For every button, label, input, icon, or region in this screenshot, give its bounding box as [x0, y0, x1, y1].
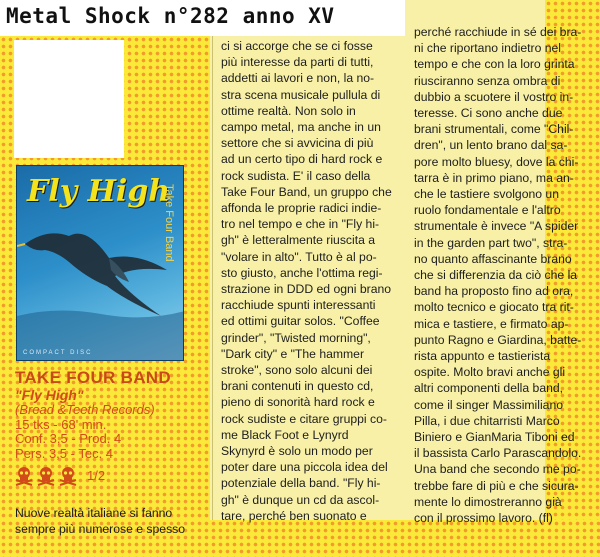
- article-line: ruolo fondamentale e l'altro: [414, 203, 561, 218]
- article-line: punto Ragno e Giardina, batte-: [414, 332, 582, 347]
- article-line: Nuove realtà italiane si fanno: [15, 506, 173, 520]
- article-line: Biniero e GianMaria Tiboni ed: [414, 430, 575, 445]
- column-divider: [212, 36, 213, 520]
- article-line: gh" è dunque un cd da ascol-: [221, 492, 380, 507]
- article-line: stroke", sono solo alcuni dei: [221, 363, 373, 378]
- article-line: Pilla, i due chitarristi Marco: [414, 413, 560, 428]
- article-line: ci si accorge che se ci fosse: [221, 39, 373, 53]
- cover-title: Fly High: [27, 174, 171, 209]
- article-line: pore molto bluesy, dove la chi-: [414, 154, 579, 169]
- article-line: in the garden part two", stra-: [414, 235, 568, 250]
- article-line: ottime realtà. Non solo in: [221, 103, 356, 118]
- article-line: più interesse da parti di tutti,: [221, 55, 374, 70]
- article-column-left: [15, 505, 185, 537]
- article-line: altri componenti della band,: [414, 381, 564, 396]
- article-line: Una band che secondo me po-: [414, 462, 581, 477]
- article-line: "Dark city" e "The hammer: [221, 346, 365, 361]
- article-line: campo metal, ma anche in un: [221, 120, 381, 135]
- article-line: ad un certo tipo di hard rock e: [221, 152, 383, 167]
- article-line: addetti ai lavori e non, la no-: [221, 71, 375, 86]
- article-line: poter dare una piccola idea del: [221, 460, 388, 475]
- article-line: settore che si avvicina di più: [221, 136, 374, 151]
- article-line: che le tastiere svolgono un: [414, 187, 559, 202]
- track-info: 15 tks - 68' min.: [15, 416, 107, 432]
- blank-panel: [14, 40, 124, 158]
- article-line: brani strumentali, come "Chil-: [414, 122, 574, 137]
- article-line: gh" è letteralmente riuscita a: [221, 233, 376, 248]
- article-line: perché racchiude in sé dei bra-: [414, 25, 582, 39]
- album-title: "Fly High": [15, 387, 84, 403]
- article-line: ni che riportano indietro nel: [414, 41, 562, 56]
- article-line: sempre più numerose e spesso: [15, 522, 186, 537]
- article-line: sto giusto, anche l'ottima regi-: [221, 265, 383, 280]
- article-line: il bassista Carlo Parascandolo.: [414, 446, 582, 461]
- article-line: che si differenzia da ciò che la: [414, 268, 578, 283]
- article-line: no quanto affascinante brano: [414, 251, 572, 266]
- article-column-right: [414, 24, 581, 526]
- skull-icon: [15, 466, 33, 486]
- rating-row: [15, 466, 205, 486]
- article-line: potenziale della band. "Fly hi-: [221, 476, 381, 491]
- skull-icon: [59, 466, 77, 486]
- article-line: strumentale è invece "A spider: [414, 219, 579, 234]
- article-line: pieno di sonorità hard rock e: [221, 395, 375, 410]
- article-line: rock sudista. E' il caso della: [221, 168, 371, 183]
- skull-icon: [37, 466, 55, 486]
- article-line: ospite. Molto bravi anche gli: [414, 365, 566, 380]
- article-line: brani contenuti in questo cd,: [221, 379, 374, 394]
- article-line: tarra è in primo piano, ma an-: [414, 170, 574, 185]
- article-line: racchiude spunti interessanti: [221, 298, 376, 313]
- article-line: band ha proposto fino ad ora,: [414, 284, 574, 299]
- article-line: teresse. Ci sono anche due: [414, 106, 563, 121]
- article-line: ed ottimi guitar solos. "Coffee: [221, 314, 380, 329]
- article-line: molto tecnico e giocato tra rit-: [414, 300, 574, 315]
- header-band: [0, 0, 405, 36]
- cover-band-name: Take Four Band: [163, 184, 175, 262]
- album-cover: [16, 165, 184, 361]
- article-line: trebbe fare di più e che sicura-: [414, 478, 579, 493]
- pers-tec-score: Pers. 3,5 - Tec. 4: [15, 446, 114, 462]
- article-column-middle: [221, 38, 392, 524]
- article-line: grinder", "Twisted morning",: [221, 330, 371, 345]
- album-info: [15, 368, 205, 486]
- article-line: "volare in alto". Tutto è al po-: [221, 249, 377, 264]
- article-line: mente lo dimostreranno già: [414, 494, 562, 509]
- rating-score: 1/2: [87, 467, 106, 483]
- article-line: tempo e che con la loro grinta: [414, 57, 575, 72]
- article-line: rista appunto e tastierista: [414, 349, 551, 364]
- record-label: (Bread &Teeth Records): [15, 401, 155, 417]
- article-line: Skynyrd è solo un modo per: [221, 444, 373, 459]
- article-line: stra scena musicale pullula di: [221, 87, 381, 102]
- article-line: strazione in DDD ed ogni brano: [221, 282, 392, 297]
- article-line: mica e tastiere, e firmato ap-: [414, 316, 569, 331]
- article-line: me Black Foot e Lynyrd: [221, 427, 349, 442]
- article-line: dren", un lento brano dal sa-: [414, 138, 568, 153]
- article-line: tare, perché ben suonato e: [221, 508, 367, 523]
- conf-prod-score: Conf. 3,5 - Prod. 4: [15, 431, 122, 447]
- article-line: tro nel tempo e che in "Fly hi-: [221, 217, 380, 232]
- magazine-header: Metal Shock n°282 anno XV: [6, 4, 335, 28]
- article-line: Take Four Band, un gruppo che: [221, 184, 392, 199]
- article-line: rock sudiste e citare gruppi co-: [221, 411, 387, 426]
- article-line: come il singer Massimiliano: [414, 397, 564, 412]
- article-line: dubbio a scuotere il vostro in-: [414, 89, 574, 104]
- article-line: affonda le proprie radici indie-: [221, 201, 382, 216]
- article-line: riusciranno senza ombra di: [414, 73, 561, 88]
- cover-footer: COMPACT DISC: [23, 350, 93, 356]
- band-name: TAKE FOUR BAND: [15, 368, 171, 387]
- article-line: con il prossimo lavoro. (fl): [414, 511, 553, 526]
